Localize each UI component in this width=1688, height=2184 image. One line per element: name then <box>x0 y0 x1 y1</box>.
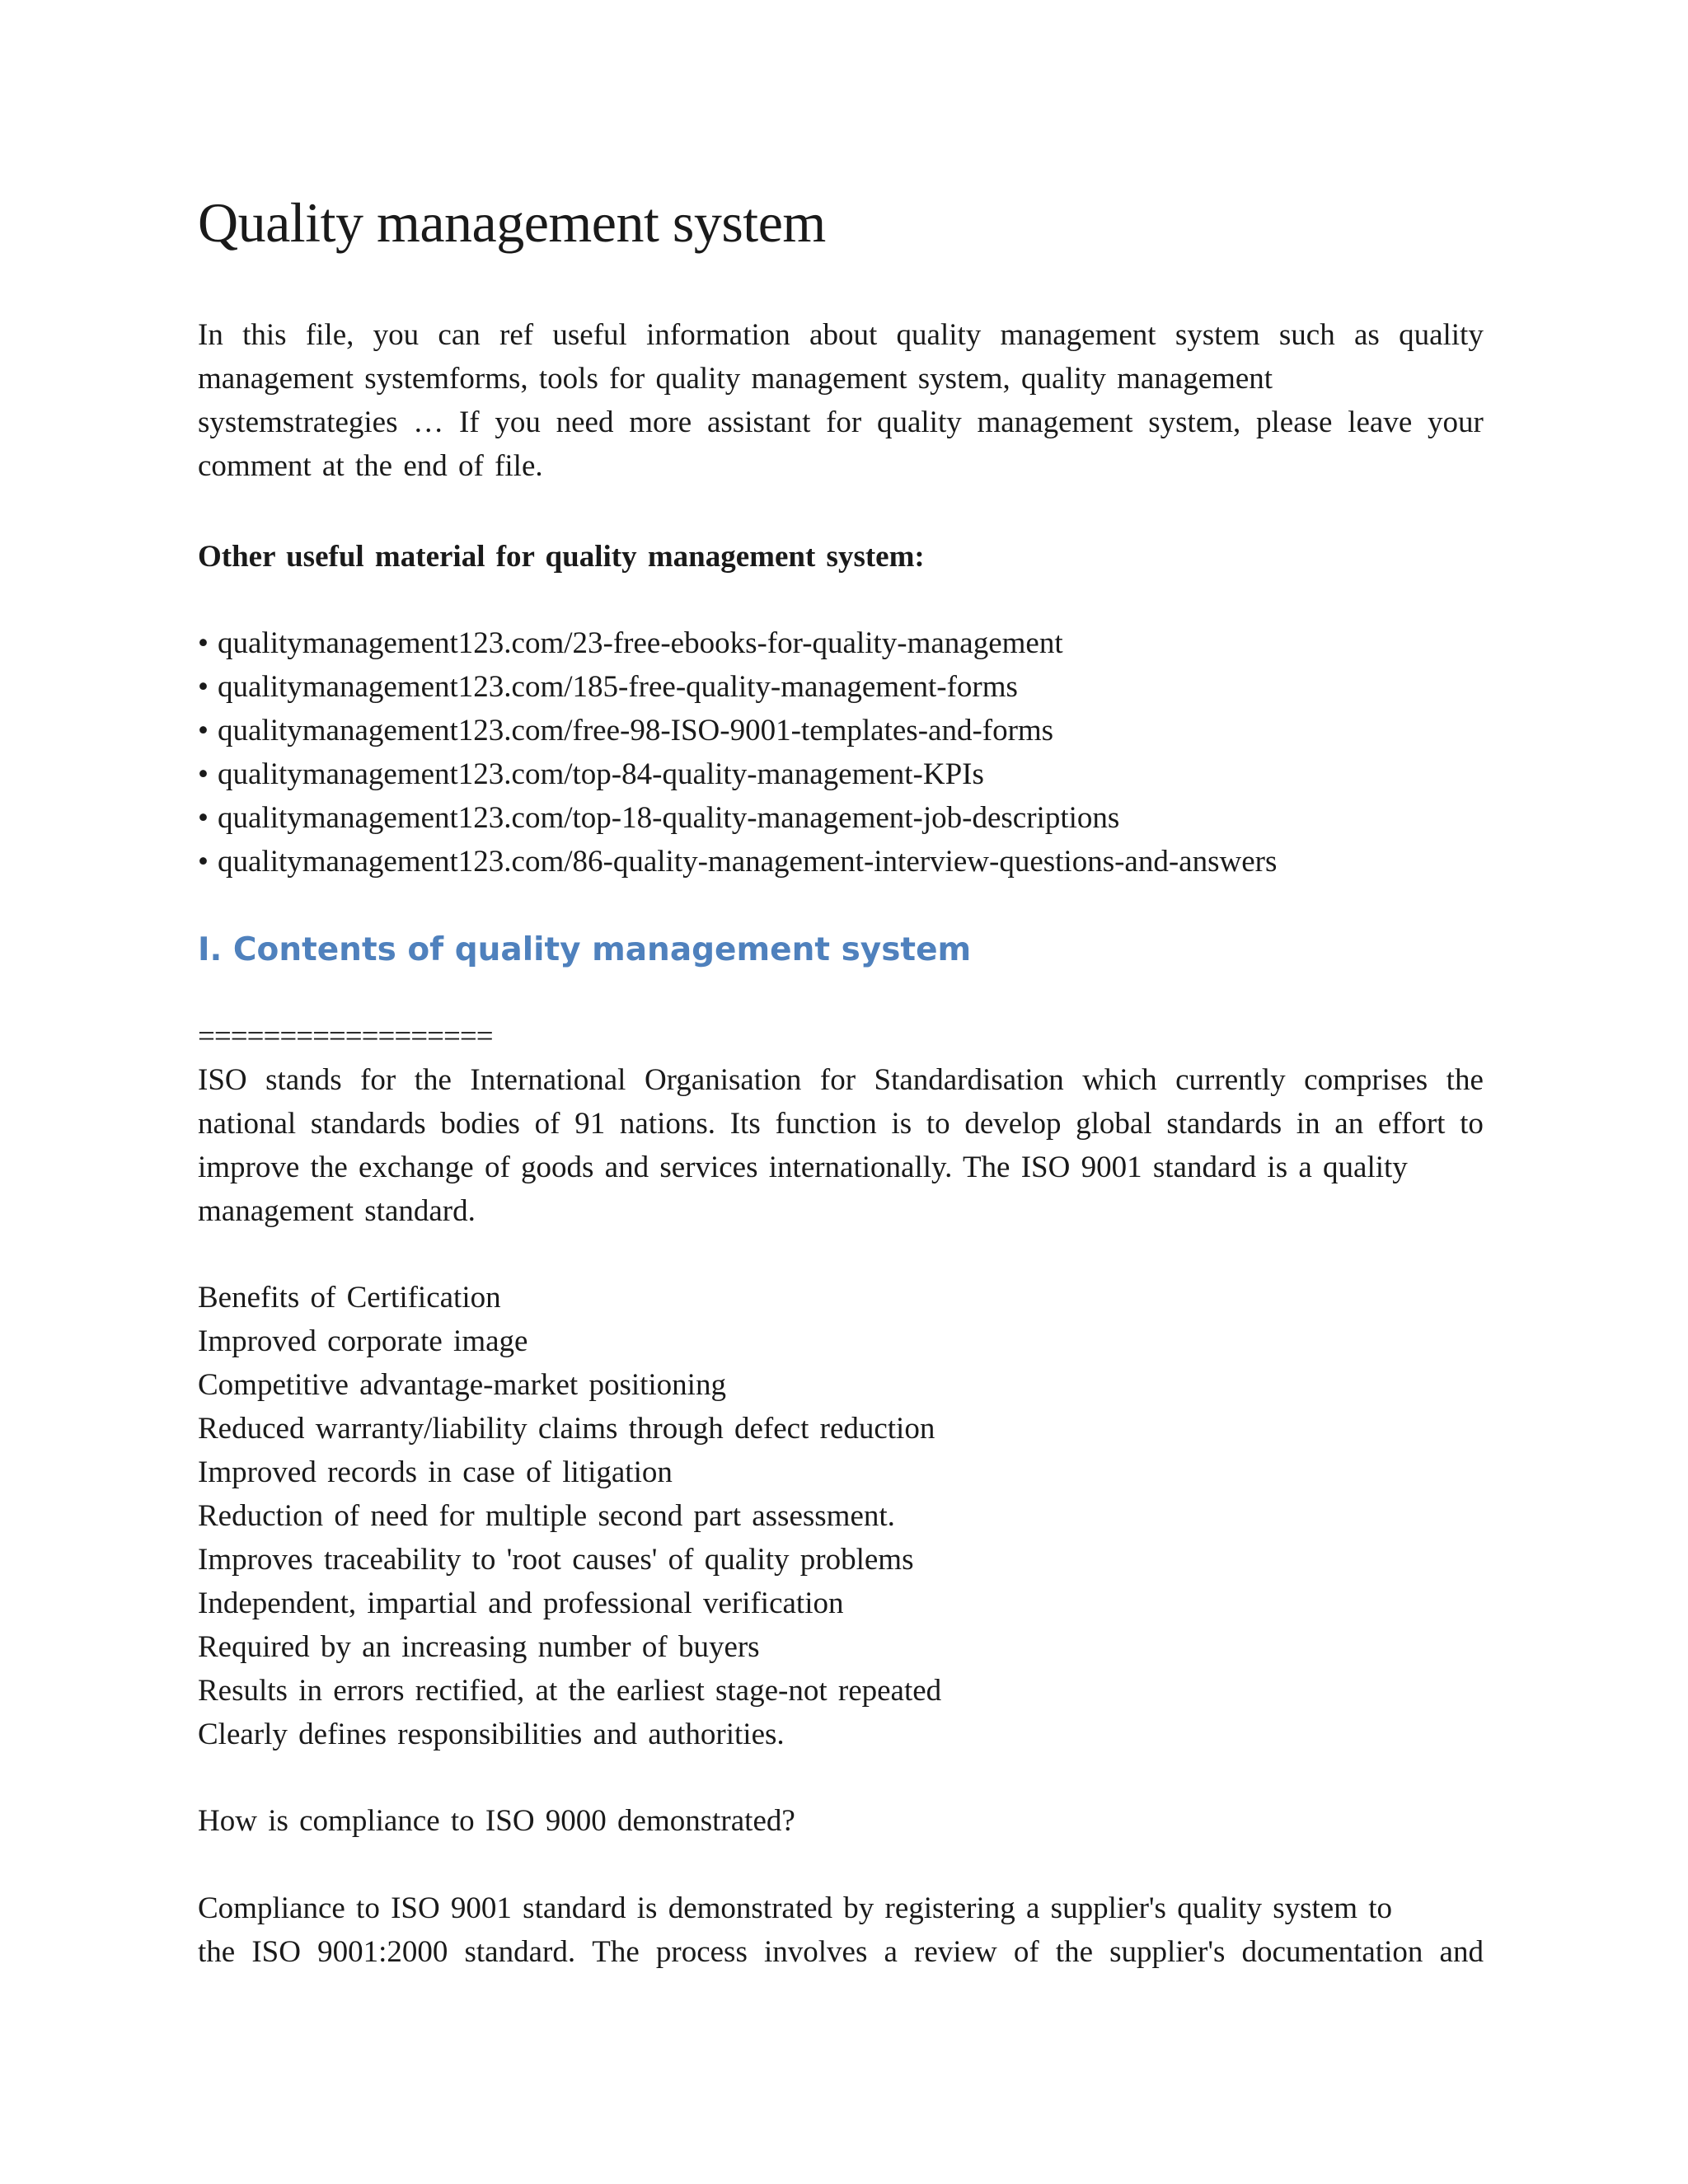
word: quality <box>876 405 962 439</box>
link-text[interactable]: qualitymanagement123.com/86-quality-management-interview-questions-and-answers <box>218 845 1278 879</box>
benefit-item: Improved corporate image <box>198 1324 528 1358</box>
divider-line: ================== <box>198 1019 493 1053</box>
benefit-item: Improved records in case of litigation <box>198 1455 673 1489</box>
word: the <box>414 1063 452 1097</box>
compliance-paragraph <box>198 1886 1484 1974</box>
word: need <box>556 405 614 439</box>
paragraph-line <box>198 1058 1484 1102</box>
word: Standardisation <box>874 1063 1064 1097</box>
word: management <box>1000 318 1156 352</box>
word: leave <box>1348 405 1413 439</box>
word: If <box>458 405 480 439</box>
bullet-icon: • <box>198 757 209 791</box>
word: as <box>1353 318 1380 352</box>
bullet-icon: • <box>198 801 209 835</box>
word: standards <box>310 1107 426 1141</box>
paragraph-line <box>198 1102 1484 1146</box>
word: please <box>1256 405 1333 439</box>
word: which <box>1082 1063 1157 1097</box>
intro-line <box>198 401 1484 444</box>
word: Organisation <box>644 1063 802 1097</box>
link-item[interactable] <box>198 752 1277 796</box>
word: and <box>1439 1935 1484 1969</box>
word: of <box>534 1107 560 1141</box>
document-page <box>198 0 1500 2184</box>
word: information <box>646 318 790 352</box>
benefit-item: Results in errors rectified, at the earliest stage-not repeated <box>198 1674 942 1708</box>
word: bodies <box>440 1107 520 1141</box>
word: file, <box>305 318 354 352</box>
word: such <box>1278 318 1335 352</box>
word: review <box>914 1935 997 1969</box>
benefits-list <box>198 1276 941 1756</box>
word: you <box>373 318 420 352</box>
word: currently <box>1175 1063 1286 1097</box>
word: International <box>470 1063 626 1097</box>
link-item[interactable] <box>198 709 1277 752</box>
word: nations. <box>619 1107 716 1141</box>
benefit-item: Clearly defines responsibilities and authorities. <box>198 1718 785 1751</box>
link-text[interactable]: qualitymanagement123.com/185-free-quality-management-forms <box>218 670 1018 704</box>
compliance-question <box>198 1799 795 1843</box>
word: system, <box>1148 405 1241 439</box>
word: … <box>413 405 444 439</box>
word: can <box>438 318 481 352</box>
link-item[interactable] <box>198 621 1277 665</box>
intro-line <box>198 313 1484 357</box>
section-heading-contents: I. Contents of quality management system <box>198 931 972 968</box>
word: about <box>809 318 878 352</box>
word: stands <box>265 1063 342 1097</box>
word: quality <box>896 318 982 352</box>
link-item[interactable] <box>198 796 1277 840</box>
benefits-heading: Benefits of Certification <box>198 1281 501 1315</box>
word: process <box>655 1935 748 1969</box>
word: In <box>198 318 223 352</box>
document-title: Quality management system <box>198 191 826 254</box>
benefit-item: Competitive advantage-market positioning <box>198 1368 726 1402</box>
word: The <box>592 1935 640 1969</box>
word: a <box>884 1935 898 1969</box>
word: in <box>1296 1107 1320 1141</box>
word: to <box>1460 1107 1484 1141</box>
word: useful <box>552 318 627 352</box>
word: your <box>1427 405 1484 439</box>
word: for <box>826 405 862 439</box>
other-material-heading: Other useful material for quality management system: <box>198 540 925 574</box>
benefit-item: Reduced warranty/liability claims through defect reduction <box>198 1412 935 1446</box>
word: to <box>926 1107 950 1141</box>
word: ref <box>499 318 534 352</box>
word: global <box>1076 1107 1152 1141</box>
link-text[interactable]: qualitymanagement123.com/free-98-ISO-9001-templates-and-forms <box>218 714 1054 748</box>
paragraph-line: Compliance to ISO 9001 standard is demonstrated by registering a supplier's quality system to <box>198 1891 1393 1925</box>
word: an <box>1334 1107 1364 1141</box>
paragraph-line: improve the exchange of goods and services internationally. The ISO 9001 standard is a quality <box>198 1151 1408 1184</box>
paragraph-line <box>198 1930 1484 1974</box>
link-item[interactable] <box>198 665 1277 709</box>
word: Its <box>729 1107 761 1141</box>
word: involves <box>763 1935 868 1969</box>
word: standards <box>1166 1107 1282 1141</box>
intro-line: management systemforms, tools for quality management system, quality management <box>198 362 1273 396</box>
bullet-icon: • <box>198 845 209 879</box>
word: develop <box>964 1107 1062 1141</box>
word: ISO <box>251 1935 301 1969</box>
word: comprises <box>1304 1063 1428 1097</box>
link-item[interactable] <box>198 840 1277 883</box>
word: 9001:2000 <box>317 1935 448 1969</box>
word: documentation <box>1241 1935 1423 1969</box>
paragraph-line: management standard. <box>198 1194 476 1228</box>
benefit-item: Independent, impartial and professional verification <box>198 1586 844 1620</box>
word: the <box>1446 1063 1484 1097</box>
word: effort <box>1377 1107 1446 1141</box>
link-text[interactable]: qualitymanagement123.com/23-free-ebooks-for-quality-management <box>218 626 1063 660</box>
iso-paragraph <box>198 1058 1484 1233</box>
benefit-item: Required by an increasing number of buyers <box>198 1630 760 1664</box>
word: the <box>198 1935 236 1969</box>
bullet-icon: • <box>198 670 209 704</box>
word: standard. <box>464 1935 576 1969</box>
bullet-icon: • <box>198 714 209 748</box>
word: more <box>629 405 692 439</box>
word: management <box>977 405 1133 439</box>
word: 91 <box>574 1107 606 1141</box>
intro-paragraph <box>198 313 1484 488</box>
link-text[interactable]: qualitymanagement123.com/top-84-quality-management-KPIs <box>218 757 984 791</box>
question-text: How is compliance to ISO 9000 demonstrated? <box>198 1804 795 1838</box>
word: quality <box>1399 318 1484 352</box>
useful-links-list <box>198 621 1277 883</box>
benefit-item: Reduction of need for multiple second part assessment. <box>198 1499 895 1533</box>
word: you <box>495 405 541 439</box>
word: for <box>819 1063 856 1097</box>
word: ISO <box>198 1063 247 1097</box>
link-text[interactable]: qualitymanagement123.com/top-18-quality-management-job-descriptions <box>218 801 1120 835</box>
word: assistant <box>706 405 811 439</box>
benefit-item: Improves traceability to 'root causes' of quality problems <box>198 1543 914 1577</box>
word: is <box>891 1107 912 1141</box>
word: national <box>198 1107 297 1141</box>
word: for <box>360 1063 396 1097</box>
word: system <box>1175 318 1260 352</box>
word: this <box>242 318 287 352</box>
bullet-icon: • <box>198 626 209 660</box>
word: systemstrategies <box>198 405 398 439</box>
word: of <box>1013 1935 1039 1969</box>
word: supplier's <box>1109 1935 1226 1969</box>
intro-line: comment at the end of file. <box>198 449 543 483</box>
word: the <box>1055 1935 1093 1969</box>
word: function <box>775 1107 877 1141</box>
